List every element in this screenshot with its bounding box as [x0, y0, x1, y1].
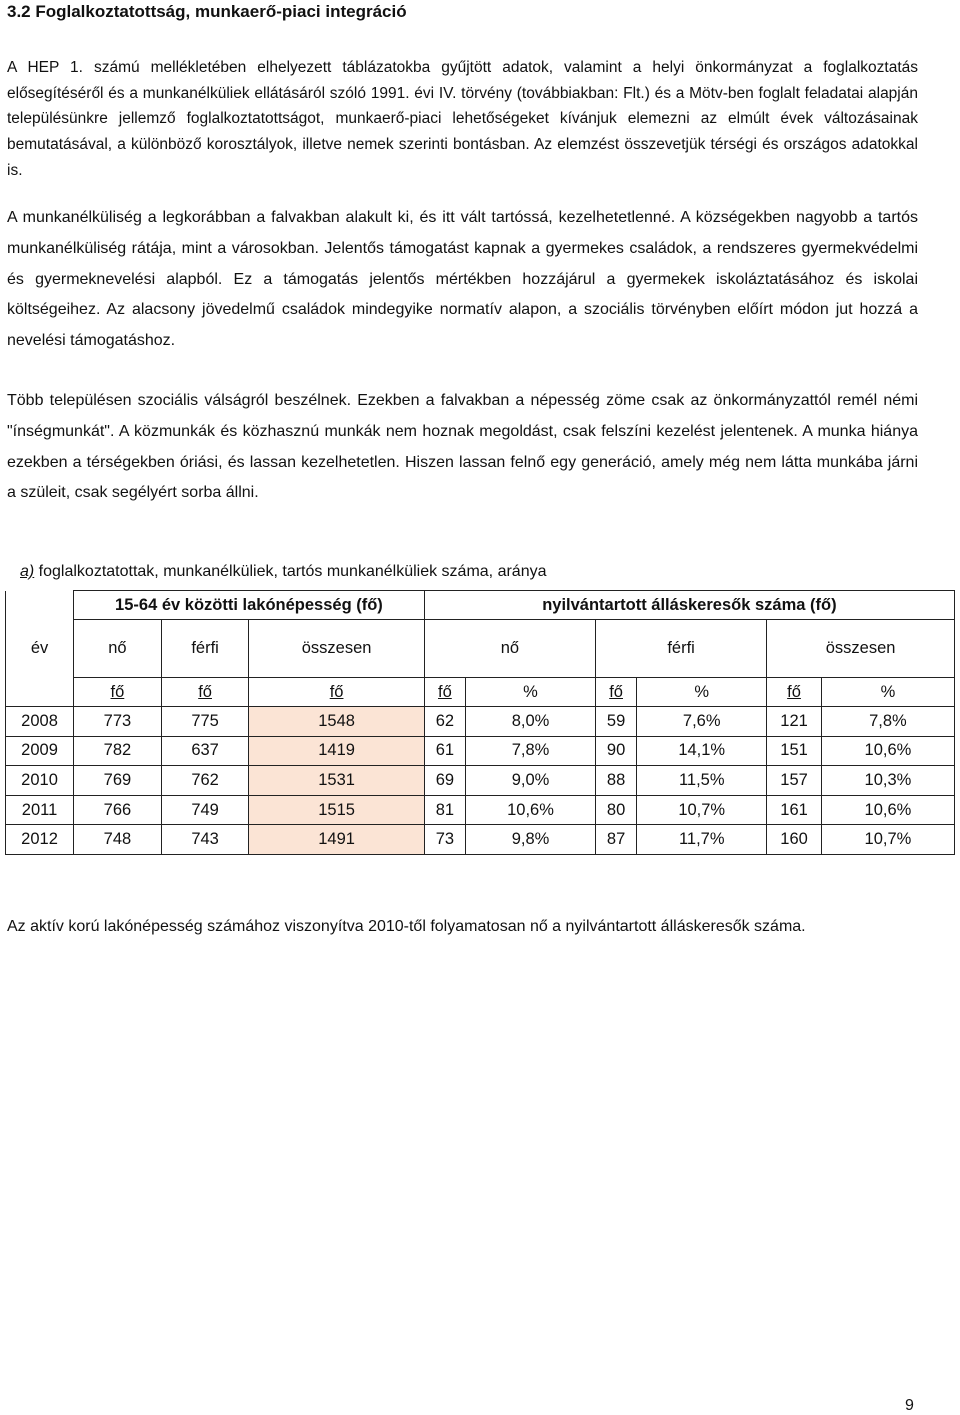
table-cell: 157 — [767, 766, 822, 796]
table-cell: 1419 — [249, 736, 424, 766]
table-cell: 743 — [161, 825, 249, 855]
table-cell: 637 — [161, 736, 249, 766]
table-cell: 10,7% — [637, 795, 767, 825]
table-cell: 7,6% — [637, 707, 767, 737]
table-header-row-units — [6, 678, 955, 707]
header-cell-unit: % — [466, 678, 596, 707]
table-cell: 73 — [424, 825, 465, 855]
table-cell: 782 — [74, 736, 162, 766]
page-number: 9 — [905, 1397, 914, 1414]
table-caption — [20, 563, 547, 581]
table-cell: 69 — [424, 766, 465, 796]
table-cell: 7,8% — [466, 736, 596, 766]
header-cell-sub: összesen — [767, 620, 955, 678]
header-cell-unit: fő — [595, 678, 636, 707]
header-cell-empty — [6, 591, 74, 620]
table-caption-text: foglalkoztatottak, munkanélküliek, tartós munkanélküliek száma, aránya — [34, 563, 547, 580]
header-cell-unit: fő — [74, 678, 162, 707]
table-header-row-groups — [6, 591, 955, 620]
header-group-population: 15-64 év közötti lakónépesség (fő) — [74, 591, 425, 620]
header-cell-unit: fő — [161, 678, 249, 707]
table-cell: 161 — [767, 795, 822, 825]
paragraph-social-crisis: Több településen szociális válságról beszélnek. Ezekben a falvakban a népesség zöme csak az önkormányzattól remél némi "ínségmunkát". A közmunkák és közhasznú munkák nem hoznak megoldást, csak felszíni kezelést jelentenek. A munka hiánya ezekben a térségekben óriási, és lassan kezelhetetlen. Hiszen lassan felnő egy generáció, amely még nem látta munkába járni a szüleit, csak segélyért sorba állni. — [7, 392, 918, 502]
table-row — [6, 707, 955, 737]
table-cell: 9,8% — [466, 825, 596, 855]
table-cell: 61 — [424, 736, 465, 766]
table-cell: 10,6% — [466, 795, 596, 825]
table-cell: 1491 — [249, 825, 424, 855]
header-cell-sub: összesen — [249, 620, 424, 678]
table-cell: 121 — [767, 707, 822, 737]
table-cell: 762 — [161, 766, 249, 796]
table-row — [6, 766, 955, 796]
table-cell: 775 — [161, 707, 249, 737]
table-cell-year: 2009 — [6, 736, 74, 766]
paragraph-conclusion: Az aktív korú lakónépesség számához viszonyítva 2010-től folyamatosan nő a nyilvántartott álláskeresők száma. — [7, 918, 806, 935]
table-cell: 10,3% — [821, 766, 954, 796]
table-cell: 14,1% — [637, 736, 767, 766]
header-cell-sub: férfi — [161, 620, 249, 678]
table-row — [6, 795, 955, 825]
table-cell-year: 2008 — [6, 707, 74, 737]
table-cell: 59 — [595, 707, 636, 737]
table-cell: 8,0% — [466, 707, 596, 737]
table-cell-year: 2010 — [6, 766, 74, 796]
paragraph-intro: A HEP 1. számú mellékletében elhelyezett táblázatokba gyűjtött adatok, valamint a helyi önkormányzat a foglalkoztatás elősegítéséről és a munkanélküliek ellátásáról szóló 1991. évi IV. törvény (továbbiakban: Flt.) és a Mötv-ben foglalt feladatai alapján településünkre jellemző foglalkoztatottságot, munkaerő-piaci lehetőségeket kívánjuk elemezni az elmúlt évek változásainak bemutatásával, a különböző korosztályok, illetve nemek szerinti bontásban. Az elemzést összevetjük térségi és országos adatokkal is. — [7, 59, 918, 179]
table-row — [6, 736, 955, 766]
table-cell: 87 — [595, 825, 636, 855]
table-cell: 80 — [595, 795, 636, 825]
table-caption-letter: a) — [20, 563, 35, 580]
table-cell: 766 — [74, 795, 162, 825]
paragraph-unemployment: A munkanélküliség a legkorábban a falvakban alakult ki, és itt vált tartóssá, kezelhetetlenné. A községekben nagyobb a tartós munkanélküliség rátája, mint a városokban. Jelentős támogatást kapnak a gyermekes családok, a rendszeres gyermekvédelmi és gyermeknevelési alapból. Ez a támogatás jelentős mértékben hozzájárul a gyermekek iskoláztatásához és iskolai költségeihez. Az alacsony jövedelmű családok mindegyike normatív alapon, a szociális törvényben előírt módon jut hozzá a nevelési támogatáshoz. — [7, 209, 918, 350]
header-cell-unit: fő — [424, 678, 465, 707]
table-cell: 1531 — [249, 766, 424, 796]
header-cell-unit: % — [637, 678, 767, 707]
table-cell: 773 — [74, 707, 162, 737]
table-cell: 10,6% — [821, 795, 954, 825]
table-cell: 7,8% — [821, 707, 954, 737]
table-body — [6, 707, 955, 855]
header-cell-unit: fő — [767, 678, 822, 707]
table-cell: 9,0% — [466, 766, 596, 796]
header-cell-unit: fő — [249, 678, 424, 707]
header-cell-empty — [6, 678, 74, 707]
table-cell-year: 2012 — [6, 825, 74, 855]
table-cell: 748 — [74, 825, 162, 855]
table-cell-year: 2011 — [6, 795, 74, 825]
table-header-row-sub — [6, 620, 955, 678]
table-cell: 90 — [595, 736, 636, 766]
table-cell: 62 — [424, 707, 465, 737]
table-cell: 160 — [767, 825, 822, 855]
table-cell: 88 — [595, 766, 636, 796]
table-cell: 11,7% — [637, 825, 767, 855]
employment-table — [5, 590, 955, 855]
section-heading: 3.2 Foglalkoztatottság, munkaerő-piaci integráció — [7, 2, 407, 21]
table-cell: 81 — [424, 795, 465, 825]
header-cell-unit: % — [821, 678, 954, 707]
table-cell: 769 — [74, 766, 162, 796]
header-cell-sub: férfi — [595, 620, 766, 678]
table-cell: 11,5% — [637, 766, 767, 796]
table-cell: 1548 — [249, 707, 424, 737]
table-cell: 10,6% — [821, 736, 954, 766]
header-group-jobseekers: nyilvántartott álláskeresők száma (fő) — [424, 591, 954, 620]
table-cell: 151 — [767, 736, 822, 766]
table-cell: 10,7% — [821, 825, 954, 855]
table-row — [6, 825, 955, 855]
header-cell-sub: nő — [74, 620, 162, 678]
table-cell: 1515 — [249, 795, 424, 825]
table-cell: 749 — [161, 795, 249, 825]
header-cell-sub: nő — [424, 620, 595, 678]
header-cell-year: év — [6, 620, 74, 678]
